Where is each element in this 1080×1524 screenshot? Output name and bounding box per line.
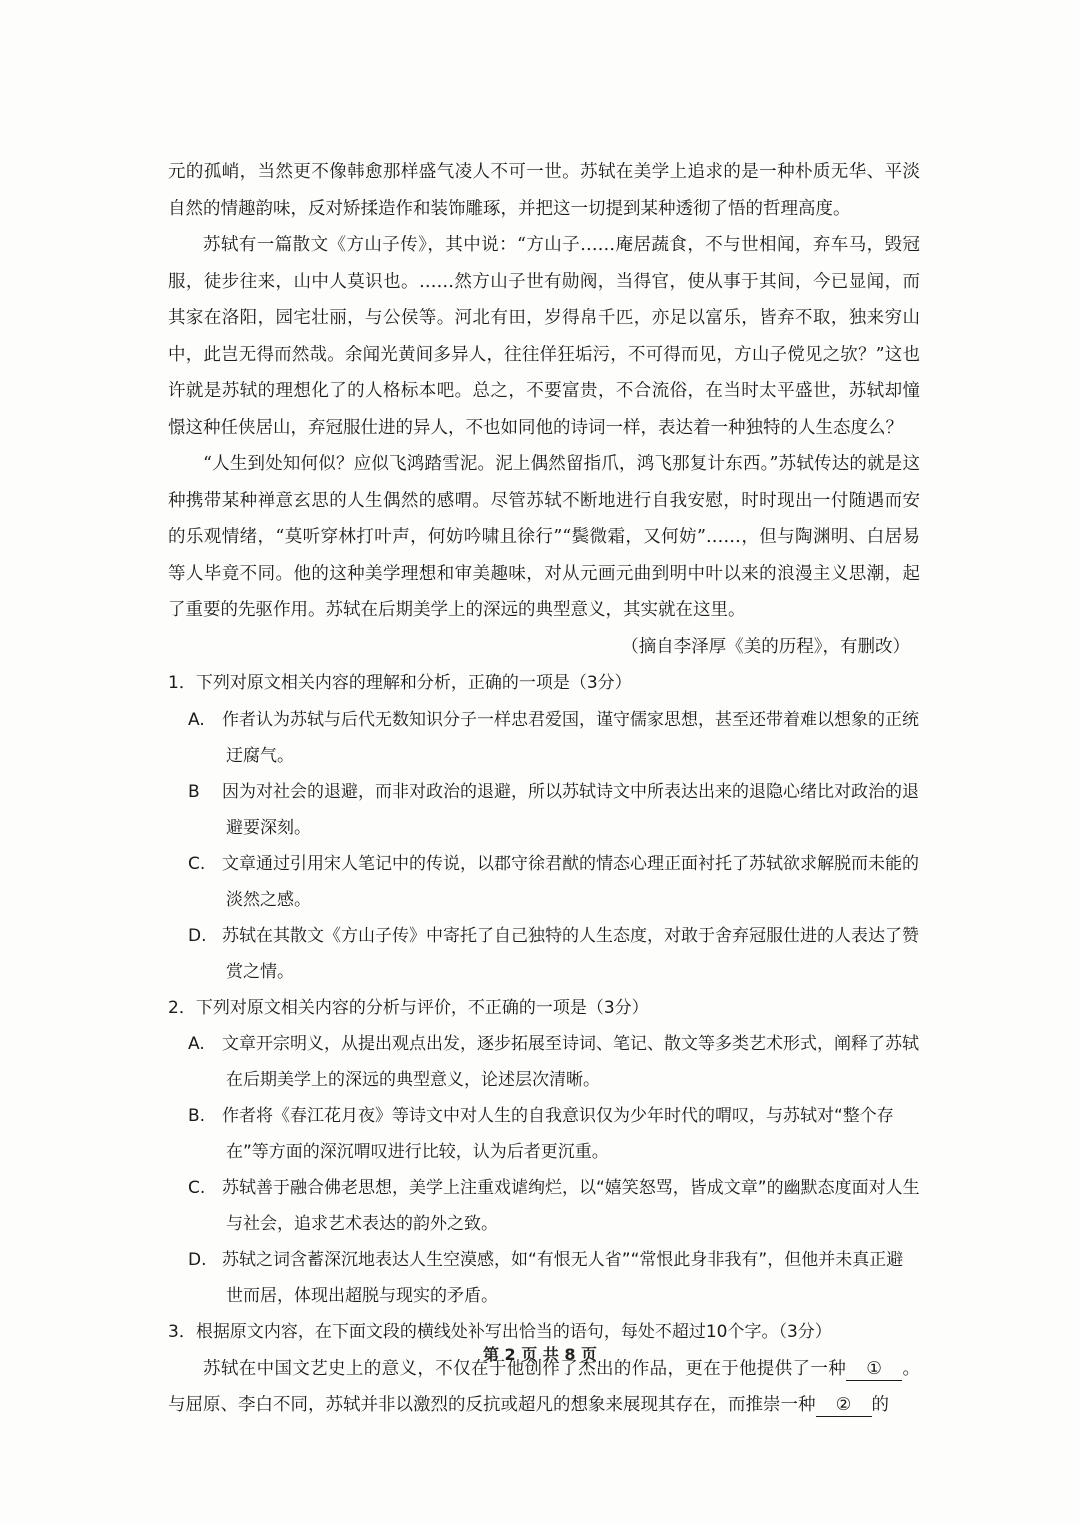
question-2-option-b (168, 1098, 920, 1170)
option-text: 因为对社会的退避，而非对政治的退避，所以苏轼诗文中所表达出来的退隐心绪比对政治的退避要深刻。 (222, 781, 919, 838)
question-1-option-d (168, 918, 920, 990)
question-1-option-c (168, 846, 920, 918)
passage-source: （摘自李泽厚《美的历程》，有删改） (621, 636, 910, 657)
option-letter: B (188, 781, 200, 802)
passage-paragraph-1-continued: 元的孤峭，当然更不像韩愈那样盛气凌人不可一世。苏轼在美学上追求的是一种朴质无华、平淡自然的情趣韵味，反对矫揉造作和装饰雕琢，并把这一切提到某种透彻了悟的哲理高度。 (168, 162, 920, 219)
q3-text-part-1: 苏轼在中国文艺史上的意义，不仅在于他创作了杰出的作品，更在于他提供了一种 (203, 1358, 847, 1379)
question-2-option-c (168, 1170, 920, 1242)
option-text: 文章开宗明义，从提出观点出发，逐步拓展至诗词、笔记、散文等多类艺术形式，阐释了苏轼在后期美学上的深远的典型意义，论述层次清晰。 (222, 1034, 919, 1090)
option-text: 苏轼善于融合佛老思想，美学上注重戏谑绚烂，以“嬉笑怒骂，皆成文章”的幽默态度面对人生与社会，追求艺术表达的韵外之致。 (222, 1178, 920, 1234)
option-letter: A. (188, 1034, 205, 1054)
option-text: 作者将《春江花月夜》等诗文中对人生的自我意识仅为少年时代的喟叹，与苏轼对“整个存在”等方面的深沉喟叹进行比较，认为后者更沉重。 (222, 1106, 894, 1162)
question-2-stem: 2．下列对原文相关内容的分析与评价，不正确的一项是（3分） (168, 997, 649, 1018)
question-3-stem: 3．根据原文内容，在下面文段的横线处补写出恰当的语句，每处不超过10个字。（3分） (168, 1322, 832, 1342)
question-1-stem: 1．下列对原文相关内容的理解和分析，正确的一项是（3分） (168, 673, 632, 693)
page-content (168, 154, 920, 1424)
option-letter: D. (188, 925, 207, 946)
option-letter: A. (188, 709, 205, 730)
option-letter: C. (188, 853, 206, 874)
passage-paragraph-3: “人生到处知何似？应似飞鸿踏雪泥。泥上偶然留指爪，鸿飞那复计东西。”苏轼传达的就是这种携带某种禅意玄思的人生偶然的感喟。尽管苏轼不断地进行自我安慰，时时现出一付随遇而安的乐观情绪，“莫听穿林打叶声，何妨吟啸且徐行”“鬓微霜，又何妨”……，但与陶渊明、白居易等人毕竟不同。他的这种美学理想和审美趣味，对从元画元曲到明中叶以来的浪漫主义思潮，起了重要的先驱作用。苏轼在后期美学上的深远的典型意义，其实就在这里。 (168, 454, 920, 620)
q3-text-part-3: 的 (871, 1395, 889, 1415)
option-letter: D. (188, 1250, 207, 1270)
option-text: 作者认为苏轼与后代无数知识分子一样忠君爱国，谨守儒家思想，甚至还带着难以想象的正统迂腐气。 (222, 709, 919, 766)
fill-blank-1: ① (846, 1358, 902, 1381)
q3-text-part-2: 。与屈原、李白不同，苏轼并非以激烈的反抗或超凡的想象来展现其存在，而推崇一种 (168, 1358, 921, 1415)
option-letter: B. (188, 1106, 206, 1126)
question-2-option-a (168, 1026, 920, 1098)
question-2-option-d (168, 1242, 920, 1314)
option-letter: C. (188, 1178, 206, 1198)
question-1-option-b (168, 774, 920, 846)
page-number-footer: 第 2 页 共 8 页 (482, 1345, 598, 1364)
question-1-option-a (168, 702, 920, 774)
fill-blank-2: ② (816, 1394, 872, 1417)
option-text: 苏轼在其散文《方山子传》中寄托了自己独特的人生态度，对敢于舍弃冠服仕进的人表达了赞赏之情。 (222, 925, 919, 982)
passage-paragraph-2: 苏轼有一篇散文《方山子传》，其中说：“方山子……庵居蔬食，不与世相闻，弃车马，毁冠服，徒步往来，山中人莫识也。……然方山子世有勋阀，当得官，使从事于其间，今已显闻，而其家在洛阳，园宅壮丽，与公侯等。河北有田，岁得帛千匹，亦足以富乐，皆弃不取，独来穷山中，此岂无得而然哉。余闻光黄间多异人，往往佯狂垢污，不可得而见，方山子傥见之欤？”这也许就是苏轼的理想化了的人格标本吧。总之，不要富贵，不合流俗，在当时太平盛世，苏轼却憧憬这种任侠居山，弃冠服仕进的异人，不也如同他的诗词一样，表达着一种独特的人生态度么？ (168, 235, 920, 438)
option-text: 文章通过引用宋人笔记中的传说，以郡守徐君猷的情态心理正面衬托了苏轼欲求解脱而未能的淡然之感。 (222, 853, 919, 910)
option-text: 苏轼之词含蓄深沉地表达人生空漠感，如“有恨无人省”“常恨此身非我有”，但他并未真正避世而居，体现出超脱与现实的矛盾。 (222, 1250, 904, 1306)
